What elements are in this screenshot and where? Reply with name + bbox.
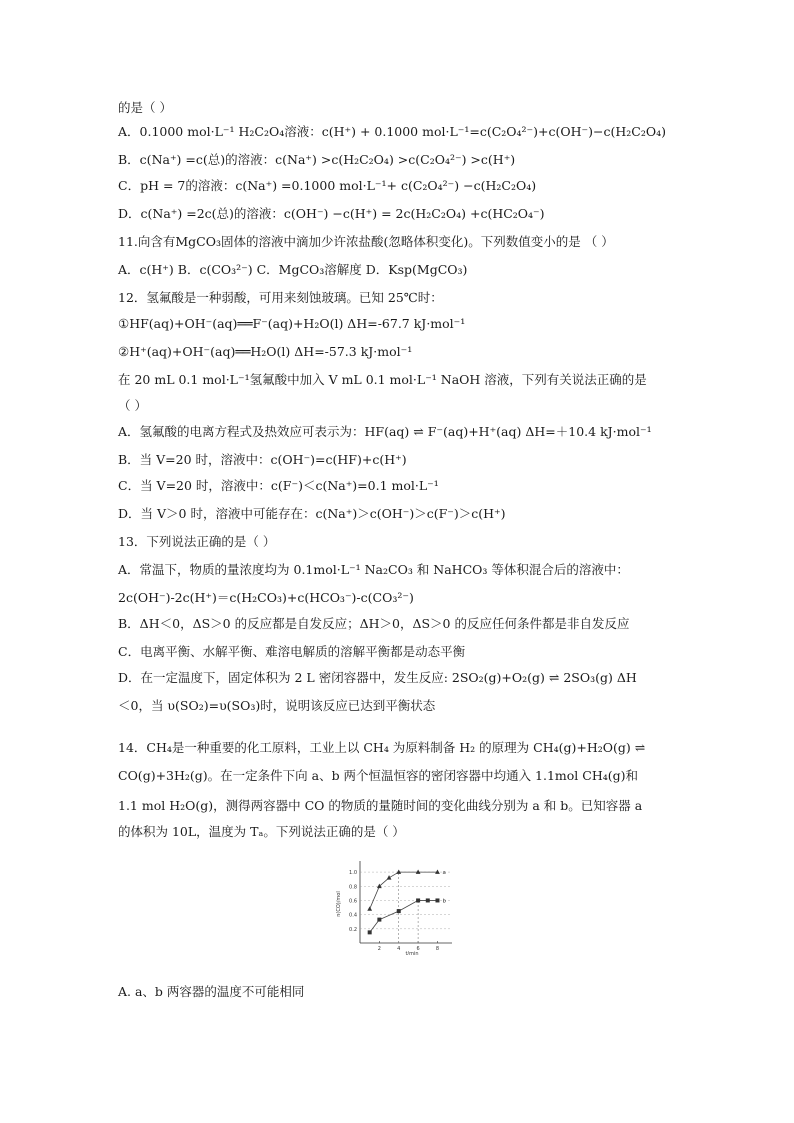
y-tick-label: 0.6 <box>349 898 357 905</box>
text-line: （ ） <box>118 398 147 413</box>
text-line: B．ΔH＜0，ΔS＞0 的反应都是自发反应；ΔH＞0，ΔS＞0 的反应任何条件都是非自发反应 <box>118 616 630 631</box>
text-line: C．电离平衡、水解平衡、难溶电解质的溶解平衡都是动态平衡 <box>118 644 466 659</box>
text-line: 在 20 mL 0.1 mol·L⁻¹氢氟酸中加入 V mL 0.1 mol·L⁻¹ NaOH 溶液，下列有关说法正确的是 <box>118 372 647 387</box>
text-line: 的是（ ） <box>118 100 172 115</box>
data-point-a <box>387 875 392 879</box>
x-axis-label: t/min <box>405 951 419 955</box>
text-line: ①HF(aq)+OH⁻(aq)══F⁻(aq)+H₂O(l) ΔH=-67.7 kJ·mol⁻¹ <box>118 316 466 331</box>
text-line: D．当 V＞0 时，溶液中可能存在：c(Na⁺)＞c(OH⁻)＞c(F⁻)＞c(H⁺) <box>118 506 506 521</box>
text-line: 14．CH₄是一种重要的化工原料，工业上以 CH₄ 为原料制备 H₂ 的原理为 CH₄(g)+H₂O(g) ⇌ <box>118 740 646 755</box>
series-line-a <box>370 872 438 909</box>
y-tick-label: 0.8 <box>349 884 357 891</box>
text-line: B．c(Na⁺) =c(总)的溶液：c(Na⁺) >c(H₂C₂O₄) >c(C₂O₄²⁻) >c(H⁺) <box>118 152 516 167</box>
data-point-b <box>397 909 401 913</box>
text-line: B．当 V=20 时，溶液中：c(OH⁻)=c(HF)+c(H⁺) <box>118 452 407 467</box>
y-tick-label: 0.2 <box>349 926 357 933</box>
text-line: D．在一定温度下，固定体积为 2 L 密闭容器中，发生反应: 2SO₂(g)+O₂(g) ⇌ 2SO₃(g) ΔH <box>118 670 637 685</box>
x-tick-label: 4 <box>397 946 401 952</box>
data-point-b <box>377 918 381 922</box>
y-axis-label: n(CO)/mol <box>336 891 342 917</box>
data-point-b <box>426 898 430 902</box>
data-point-b <box>435 898 439 902</box>
x-tick-label: 2 <box>377 946 381 952</box>
text-line: CO(g)+3H₂(g)。在一定条件下向 a、b 两个恒温恒容的密闭容器中均通入 1.1mol CH₄(g)和 <box>118 768 638 783</box>
text-line: A．氢氟酸的电离方程式及热效应可表示为：HF(aq) ⇌ F⁻(aq)+H⁺(aq) ΔH=＋10.4 kJ·mol⁻¹ <box>118 424 652 439</box>
y-tick-label: 1.0 <box>349 870 357 877</box>
data-point-b <box>416 898 420 902</box>
data-point-b <box>368 930 372 934</box>
y-tick-label: 0.4 <box>349 912 357 919</box>
text-line: 12．氢氟酸是一种弱酸，可用来刻蚀玻璃。已知 25℃时： <box>118 290 443 305</box>
text-line: C．当 V=20 时，溶液中：c(F⁻)＜c(Na⁺)=0.1 mol·L⁻¹ <box>118 478 439 493</box>
text-line: C．pH = 7的溶液：c(Na⁺) =0.1000 mol·L⁻¹+ c(C₂O₄²⁻) −c(H₂C₂O₄) <box>118 178 537 193</box>
text-line: 13．下列说法正确的是（ ） <box>118 534 276 549</box>
text-line: ②H⁺(aq)+OH⁻(aq)══H₂O(l) ΔH=-57.3 kJ·mol⁻¹ <box>118 344 413 359</box>
x-tick-label: 8 <box>435 946 440 952</box>
data-point-a <box>367 906 372 910</box>
x-tick-label: 6 <box>416 946 420 952</box>
text-line: A. a、b 两容器的温度不可能相同 <box>118 984 305 999</box>
text-line: D．c(Na⁺) =2c(总)的溶液：c(OH⁻) −c(H⁺) = 2c(H₂C₂O₄) +c(HC₂O₄⁻) <box>118 206 545 221</box>
text-line: 的体积为 10L，温度为 Tₐ。下列说法正确的是（ ） <box>118 824 405 839</box>
text-line: 2c(OH⁻)-2c(H⁺)＝c(H₂CO₃)+c(HCO₃⁻)-c(CO₃²⁻) <box>118 590 414 605</box>
text-line: 11.向含有MgCO₃固体的溶液中滴加少许浓盐酸(忽略体积变化)。下列数值变小的是 （ ） <box>118 234 614 249</box>
series-label-a: a <box>442 870 446 877</box>
co-amount-chart <box>322 855 460 955</box>
text-line: A．c(H⁺) B．c(CO₃²⁻) C．MgCO₃溶解度 D．Ksp(MgCO₃) <box>118 262 468 277</box>
text-line: 1.1 mol H₂O(g)，测得两容器中 CO 的物质的量随时间的变化曲线分别为 a 和 b。已知容器 a <box>118 798 643 813</box>
text-line: A．0.1000 mol·L⁻¹ H₂C₂O₄溶液：c(H⁺) + 0.1000 mol·L⁻¹=c(C₂O₄²⁻)+c(OH⁻)−c(H₂C₂O₄) <box>118 124 666 139</box>
series-line-b <box>370 900 438 932</box>
text-line: A．常温下，物质的量浓度均为 0.1mol·L⁻¹ Na₂CO₃ 和 NaHCO₃ 等体积混合后的溶液中： <box>118 562 629 577</box>
text-line: ＜0，当 υ(SO₂)=υ(SO₃)时，说明该反应已达到平衡状态 <box>118 698 436 713</box>
series-label-b: b <box>442 898 446 905</box>
